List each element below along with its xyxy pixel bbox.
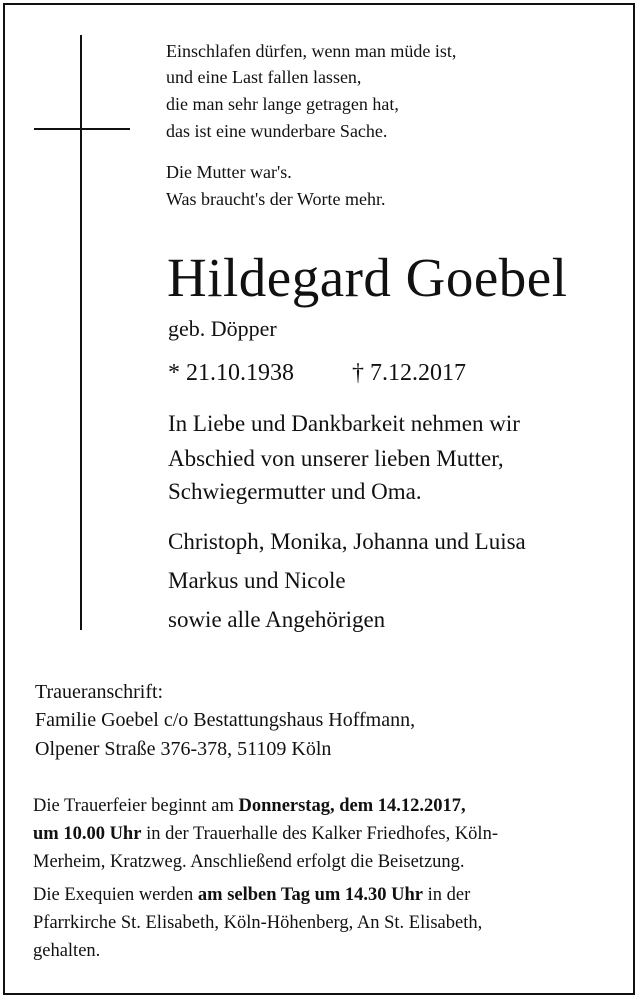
cross-icon-horizontal — [34, 128, 130, 130]
message-line: Schwiegermutter und Oma. — [168, 479, 422, 504]
mourner-line: Christoph, Monika, Johanna und Luisa — [168, 529, 526, 554]
service-text: Die Trauerfeier beginnt am — [33, 796, 239, 816]
service-date: Donnerstag, dem 14.12.2017, — [238, 796, 466, 816]
mourner-line: Markus und Nicole — [168, 568, 346, 593]
service-time: um 10.00 Uhr — [33, 824, 142, 844]
service-text: in der Trauerhalle des Kalker Friedhofes, Köln- — [141, 824, 498, 844]
deceased-name: Hildegard Goebel — [167, 247, 568, 308]
service-line: Pfarrkirche St. Elisabeth, Köln-Höhenberg, An St. Elisabeth, — [33, 913, 483, 933]
poem-line: Einschlafen dürfen, wenn man müde ist, — [166, 41, 457, 61]
address-line: Familie Goebel c/o Bestattungshaus Hoffmann, — [35, 709, 416, 731]
service-line — [33, 825, 498, 844]
address-heading: Traueranschrift: — [35, 681, 164, 703]
service-text: Die Exequien werden — [33, 885, 198, 905]
exequien-time: am selben Tag um 14.30 Uhr — [197, 885, 424, 905]
poem-line: das ist eine wunderbare Sache. — [166, 121, 388, 141]
service-line: gehalten. — [33, 941, 101, 961]
poem-coda-line: Die Mutter war's. — [166, 162, 292, 182]
birth-date: * 21.10.1938 — [168, 360, 294, 386]
mourner-line: sowie alle Angehörigen — [168, 607, 386, 632]
service-text: in der — [423, 885, 471, 905]
message-line: In Liebe und Dankbarkeit nehmen wir — [168, 411, 520, 436]
cross-icon-vertical — [80, 35, 82, 630]
poem-line: die man sehr lange getragen hat, — [166, 94, 399, 114]
poem-coda-line: Was braucht's der Worte mehr. — [166, 189, 386, 209]
service-line: Merheim, Kratzweg. Anschließend erfolgt die Beisetzung. — [33, 852, 465, 872]
service-line — [33, 797, 466, 816]
poem-line: und eine Last fallen lassen, — [166, 67, 362, 87]
address-line: Olpener Straße 376-378, 51109 Köln — [35, 738, 332, 760]
birth-name: geb. Döpper — [168, 316, 277, 341]
service-line — [33, 886, 470, 905]
death-date: † 7.12.2017 — [352, 360, 466, 386]
message-line: Abschied von unserer lieben Mutter, — [168, 446, 504, 471]
